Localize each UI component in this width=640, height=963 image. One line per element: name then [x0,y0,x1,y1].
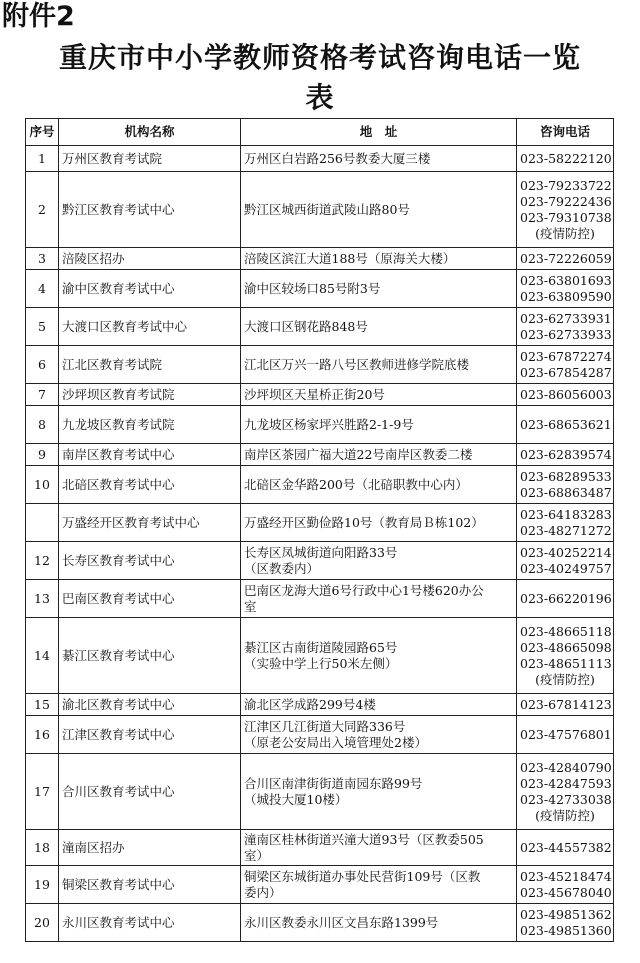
phone-number: 023-67872274 [520,348,612,364]
phone-number: (疫情防控) [535,225,595,241]
row-number: 3 [26,248,59,270]
address-line: 涪陵区滨江大道188号（原海关大楼） [244,250,456,266]
table-row [26,172,614,248]
table-row [26,346,614,384]
address-cell [241,904,517,942]
phone-number: 023-45218474 [520,868,612,884]
phone-cell [517,308,614,346]
org-name: 永川区教育考试中心 [59,904,241,942]
address-cell [241,866,517,904]
row-number [26,504,59,542]
phone-cell [517,384,614,406]
phone-number: 023-67814123 [520,696,612,712]
table-row [26,618,614,694]
org-name: 巴南区教育考试中心 [59,580,241,618]
phone-number: 023-48651113 [520,655,612,671]
header-org: 机构名称 [59,119,241,146]
org-name: 万盛经开区教育考试中心 [59,504,241,542]
address-line: 江北区万兴一路八号区教师进修学院底楼 [244,356,470,372]
org-name: 九龙坡区教育考试院 [59,406,241,444]
address-cell [241,694,517,716]
phone-cell [517,270,614,308]
org-name: 綦江区教育考试中心 [59,618,241,694]
org-name: 铜梁区教育考试中心 [59,866,241,904]
org-name: 黔江区教育考试中心 [59,172,241,248]
phone-cell [517,504,614,542]
phone-cell [517,346,614,384]
org-name: 涪陵区招办 [59,248,241,270]
address-cell [241,754,517,830]
row-number: 14 [26,618,59,694]
phone-cell [517,172,614,248]
table-row [26,384,614,406]
address-cell [241,830,517,866]
address-cell [241,248,517,270]
document-title: 重庆市中小学教师资格考试咨询电话一览 [58,41,581,74]
phone-number: 023-40252214 [520,544,612,560]
phone-cell [517,444,614,466]
phone-cell [517,866,614,904]
table-row [26,694,614,716]
phone-cell [517,904,614,942]
table-row [26,270,614,308]
address-cell [241,504,517,542]
phone-number: 023-58222120 [520,150,612,166]
phone-number: 023-49851362 [520,906,612,922]
header-no: 序号 [26,119,59,146]
address-cell [241,308,517,346]
table-header-row [26,119,614,146]
row-number: 16 [26,716,59,754]
consult-phone-table [25,118,614,942]
row-number: 15 [26,694,59,716]
phone-cell [517,248,614,270]
address-line: 北碚区金华路200号（北碚职教中心内） [244,476,468,492]
address-line: 万盛经开区勤俭路10号（教育局Ｂ栋102） [244,514,484,530]
phone-number: 023-48665098 [520,639,612,655]
address-cell [241,542,517,580]
address-line: 室） [244,847,270,863]
address-line: 室 [244,598,257,614]
address-line: 铜梁区东城街道办事处民营街109号（区教 [244,868,481,884]
address-cell [241,346,517,384]
org-name: 潼南区招办 [59,830,241,866]
row-number: 18 [26,830,59,866]
phone-number: 023-79233722 [520,177,612,193]
table-row [26,716,614,754]
phone-cell [517,694,614,716]
address-cell [241,618,517,694]
phone-number: 023-40249757 [520,560,612,576]
address-line: 九龙坡区杨家坪兴胜路2-1-9号 [244,416,414,432]
address-line: 长寿区凤城街道向阳路33号 [244,544,398,560]
address-line: 黔江区城西街道武陵山路80号 [244,201,410,217]
row-number: 9 [26,444,59,466]
table-row [26,504,614,542]
row-number: 1 [26,146,59,172]
row-number: 2 [26,172,59,248]
table-row [26,466,614,504]
address-line: 潼南区桂林街道兴潼大道93号（区教委505 [244,831,484,847]
row-number: 20 [26,904,59,942]
address-line: 巴南区龙海大道6号行政中心1号楼620办公 [244,582,484,598]
phone-number: 023-42840790 [520,759,612,775]
phone-number: 023-68653621 [520,416,612,432]
org-name: 长寿区教育考试中心 [59,542,241,580]
phone-number: 023-63809590 [520,288,612,304]
address-line: 綦江区古南街道陵园路65号 [244,639,398,655]
address-line: 沙坪坝区天星桥正街20号 [244,386,385,402]
phone-cell [517,580,614,618]
address-line: （区教委内） [244,560,320,576]
address-line: 南岸区茶园广福大道22号南岸区教委二楼 [244,446,473,462]
row-number: 12 [26,542,59,580]
phone-number: 023-44557382 [520,839,612,855]
phone-number: 023-72226059 [520,250,612,266]
phone-number: 023-86056003 [520,386,612,402]
header-phone: 咨询电话 [517,119,614,146]
address-line: 委内） [244,884,282,900]
phone-cell [517,542,614,580]
phone-number: 023-79310738 [520,209,612,225]
phone-number: 023-64183283 [520,506,612,522]
row-number: 8 [26,406,59,444]
phone-number: (疫情防控) [535,807,595,823]
address-line: 渝北区学成路299号4楼 [244,696,376,712]
phone-number: 023-66220196 [520,590,612,606]
address-cell [241,444,517,466]
address-cell [241,270,517,308]
row-number: 17 [26,754,59,830]
address-line: 合川区南津街街道南园东路99号 [244,775,423,791]
table-row [26,580,614,618]
row-number: 5 [26,308,59,346]
table-row [26,406,614,444]
row-number: 6 [26,346,59,384]
address-cell [241,406,517,444]
row-number: 19 [26,866,59,904]
address-line: 江津区几江街道大同路336号 [244,718,406,734]
phone-number: 023-48271272 [520,522,612,538]
phone-number: 023-79222436 [520,193,612,209]
phone-cell [517,754,614,830]
phone-number: 023-45678040 [520,884,612,900]
row-number: 4 [26,270,59,308]
address-line: 大渡口区钢花路848号 [244,318,368,334]
address-line: 渝中区较场口85号附3号 [244,280,381,296]
org-name: 渝北区教育考试中心 [59,694,241,716]
phone-number: 023-42733038 [520,791,612,807]
address-cell [241,580,517,618]
org-name: 渝中区教育考试中心 [59,270,241,308]
phone-number: 023-49851360 [520,922,612,938]
phone-cell [517,830,614,866]
address-line: 万州区白岩路256号教委大厦三楼 [244,150,431,166]
phone-number: 023-62733933 [520,326,612,342]
org-name: 江津区教育考试中心 [59,716,241,754]
phone-number: 023-42847593 [520,775,612,791]
phone-number: 023-67854287 [520,364,612,380]
table-row [26,146,614,172]
table-row [26,444,614,466]
address-cell [241,716,517,754]
row-number: 7 [26,384,59,406]
table-row [26,542,614,580]
table-row [26,830,614,866]
table-row [26,248,614,270]
phone-number: 023-63801693 [520,272,612,288]
address-cell [241,146,517,172]
attachment-label: 附件2 [2,1,75,32]
org-name: 北碚区教育考试中心 [59,466,241,504]
org-name: 南岸区教育考试中心 [59,444,241,466]
phone-cell [517,618,614,694]
org-name: 大渡口区教育考试中心 [59,308,241,346]
phone-number: 023-48665118 [520,623,612,639]
document-title-continued: 表 [305,81,335,114]
address-line: 永川区教委永川区文昌东路1399号 [244,914,439,930]
address-cell [241,466,517,504]
table-body [26,146,614,942]
row-number: 13 [26,580,59,618]
org-name: 江北区教育考试院 [59,346,241,384]
table-row [26,754,614,830]
phone-cell [517,146,614,172]
row-number: 10 [26,466,59,504]
phone-cell [517,406,614,444]
phone-number: 023-68289533 [520,468,612,484]
org-name: 万州区教育考试院 [59,146,241,172]
phone-number: 023-62839574 [520,446,612,462]
table-row [26,866,614,904]
phone-cell [517,716,614,754]
address-cell [241,384,517,406]
org-name: 沙坪坝区教育考试院 [59,384,241,406]
phone-number: (疫情防控) [535,671,595,687]
address-line: （实验中学上行50米左侧） [244,655,398,671]
header-addr: 地 址 [241,119,517,146]
address-line: （城投大厦10楼） [244,791,348,807]
phone-number: 023-68863487 [520,484,612,500]
address-line: （原老公安局出入境管理处2楼） [244,734,427,750]
org-name: 合川区教育考试中心 [59,754,241,830]
table-row [26,904,614,942]
address-cell [241,172,517,248]
phone-cell [517,466,614,504]
phone-number: 023-62733931 [520,310,612,326]
phone-number: 023-47576801 [520,726,612,742]
table-row [26,308,614,346]
